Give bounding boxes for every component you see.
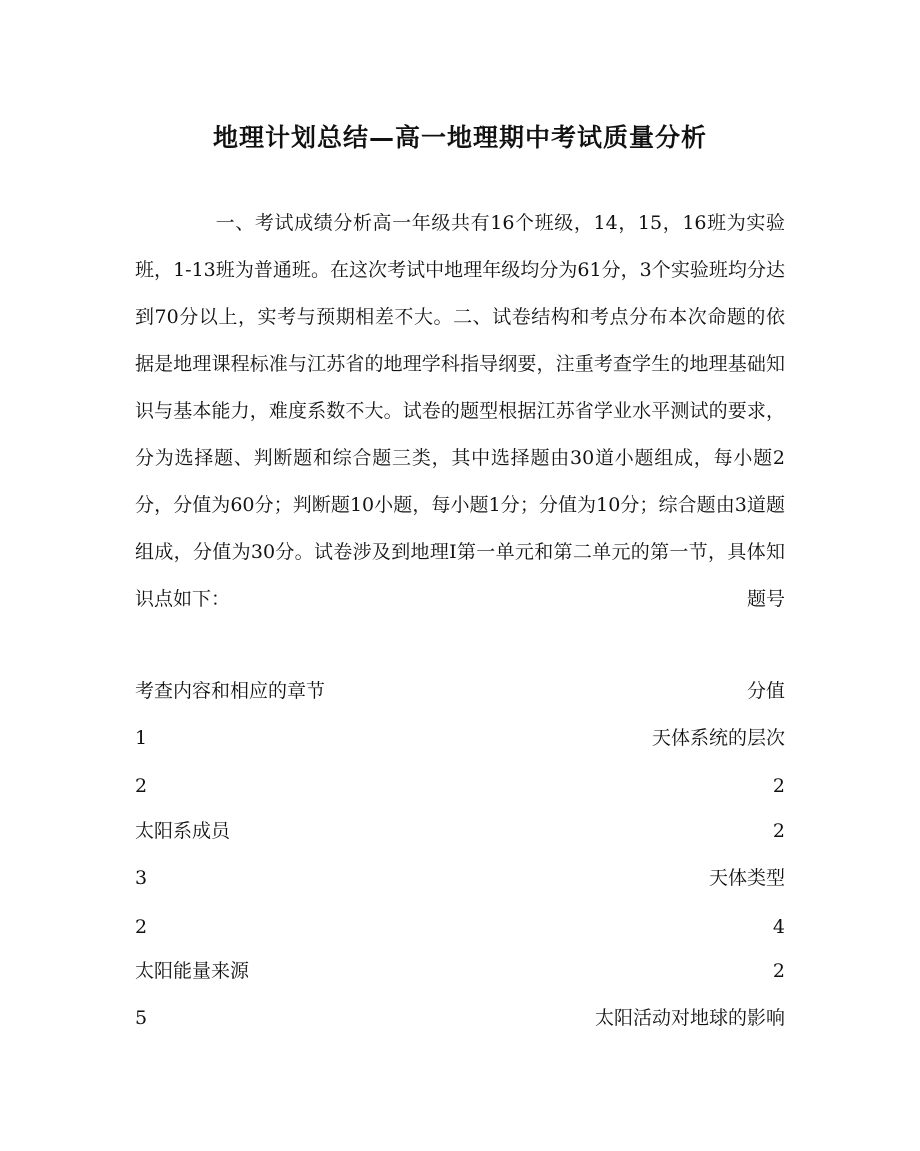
- table-row: [135, 956, 785, 986]
- table-row: [135, 863, 785, 893]
- row-left: 1: [135, 727, 148, 749]
- paragraph-tail: 题号: [746, 588, 785, 610]
- body-paragraph: [135, 200, 785, 623]
- row-right: 天体类型: [708, 867, 785, 889]
- row-left: 太阳系成员: [135, 820, 231, 842]
- row-right: 天体系统的层次: [651, 727, 785, 749]
- row-left: 3: [135, 867, 148, 889]
- row-left: 太阳能量来源: [135, 960, 250, 982]
- row-left: 考查内容和相应的章节: [135, 680, 326, 702]
- row-right: 4: [772, 916, 785, 938]
- row-right: 2: [772, 960, 785, 982]
- row-left: 5: [135, 1007, 148, 1029]
- table-row: [135, 771, 785, 801]
- table-row: [135, 912, 785, 942]
- row-left: 2: [135, 916, 148, 938]
- document-title: 地理计划总结—高一地理期中考试质量分析: [212, 123, 707, 152]
- row-right: 太阳活动对地球的影响: [594, 1007, 785, 1029]
- table-row: [135, 816, 785, 846]
- row-right: 2: [772, 820, 785, 842]
- table-row: [135, 723, 785, 753]
- table-row: [135, 676, 785, 706]
- row-right: 2: [772, 775, 785, 797]
- table-row: [135, 1003, 785, 1033]
- row-left: 2: [135, 775, 148, 797]
- paragraph-text: 一、考试成绩分析高一年级共有16个班级，14，15，16班为实验班，1-13班为普通班。在这次考试中地理年级均分为61分，3个实验班均分达到70分以上，实考与预期相差不大。二、试卷结构和考点分布本次命题的依据是地理课程标准与江苏省的地理学科指导纲要，注重考查学生的地理基础知识与基本能力，难度系数不大。试卷的题型根据江苏省学业水平测试的要求，分为选择题、判断题和综合题三类，其中选择题由30道小题组成，每小题2分，分值为60分；判断题10小题，每小题1分；分值为10分；综合题由3道题组成，分值为30分。试卷涉及到地理Ⅰ第一单元和第二单元的第一节，具体知识点如下：: [135, 212, 785, 610]
- row-right: 分值: [746, 680, 785, 702]
